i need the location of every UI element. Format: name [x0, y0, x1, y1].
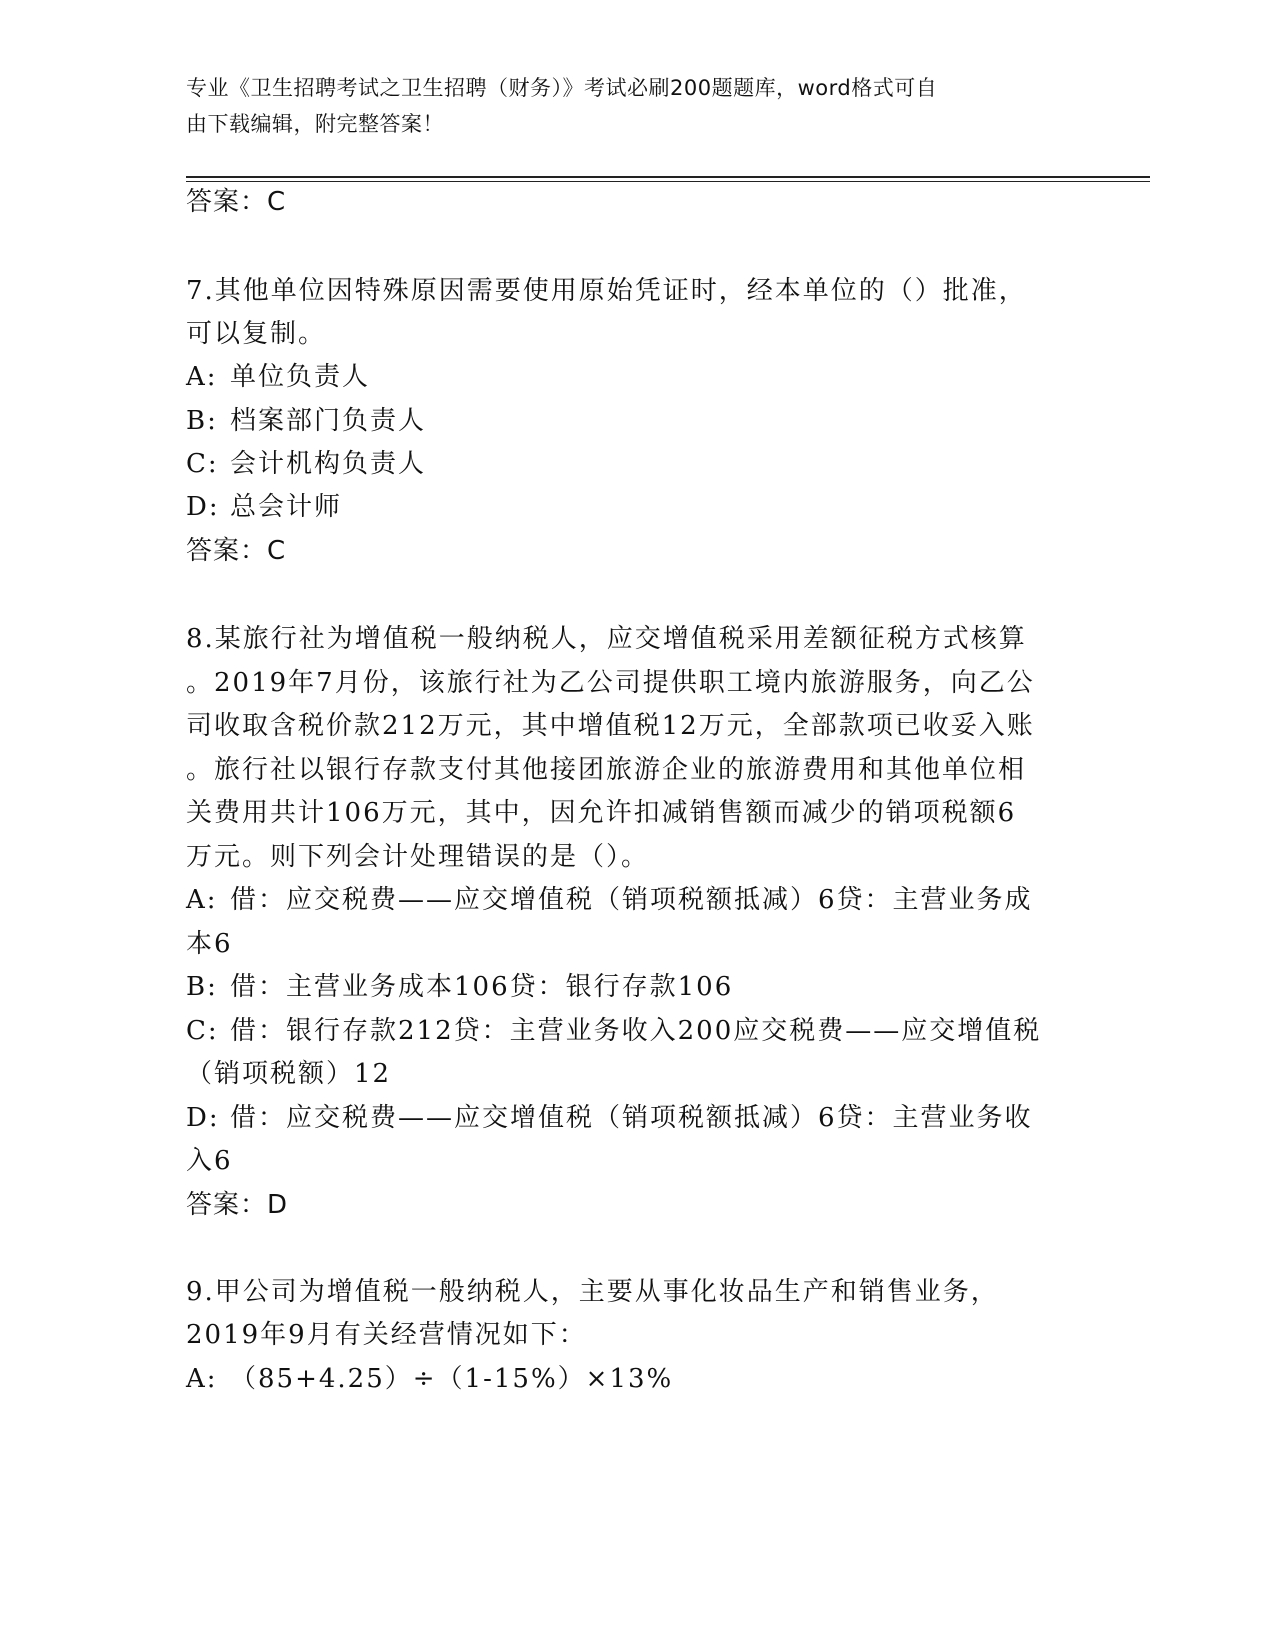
- q8-option-c: [186, 1016, 1041, 1046]
- option-text: 总会计师: [230, 492, 343, 522]
- option-text: 档案部门负责人: [230, 406, 427, 436]
- q8-stem-line-4: 。旅行社以银行存款支付其他接团旅游企业的旅游费用和其他单位相: [186, 755, 1027, 785]
- header-divider-thick: [186, 176, 1150, 178]
- q9-stem-line-2: 2019年9月有关经营情况如下：: [186, 1320, 587, 1350]
- q8-stem-line-1: 8.某旅行社为增值税一般纳税人，应交增值税采用差额征税方式核算: [186, 624, 1027, 654]
- q7-option-a: [186, 362, 370, 392]
- q8-stem-line-6: 万元。则下列会计处理错误的是（）。: [186, 842, 650, 872]
- option-letter: D:: [186, 492, 220, 522]
- q9-option-a: [186, 1364, 673, 1394]
- q7-option-b: [186, 406, 426, 436]
- option-letter: C:: [186, 1016, 219, 1046]
- option-letter: B:: [186, 972, 218, 1002]
- option-text: 借：应交税费——应交增值税（销项税额抵减）6贷：主营业务成: [230, 885, 1033, 915]
- q8-stem-line-5: 关费用共计106万元，其中，因允许扣减销售额而减少的销项税额6: [186, 798, 1017, 828]
- q9-stem-line-1: 9.甲公司为增值税一般纳税人，主要从事化妆品生产和销售业务，: [186, 1277, 999, 1307]
- q8-option-b: [186, 972, 733, 1002]
- option-letter: A:: [186, 362, 218, 392]
- option-letter: A:: [186, 1364, 218, 1394]
- option-letter: D:: [186, 1103, 220, 1133]
- q8-option-a-cont: 本6: [186, 929, 233, 959]
- option-text: 借：主营业务成本106贷：银行存款106: [230, 972, 734, 1002]
- q8-option-d: [186, 1103, 1033, 1133]
- option-letter: C:: [186, 449, 219, 479]
- q7-stem-line-2: 可以复制。: [186, 319, 327, 349]
- q8-option-a: [186, 885, 1033, 915]
- option-text: （85+4.25）÷（1-15%）×13%: [230, 1364, 674, 1394]
- q7-option-c: [186, 449, 426, 479]
- q8-option-d-cont: 入6: [186, 1146, 233, 1176]
- option-text: 借：银行存款212贷：主营业务收入200应交税费——应交增值税: [230, 1016, 1042, 1046]
- q7-option-d: [186, 492, 342, 522]
- option-text: 会计机构负责人: [230, 449, 427, 479]
- q8-stem-line-3: 司收取含税价款212万元，其中增值税12万元，全部款项已收妥入账: [186, 711, 1035, 741]
- q8-option-c-cont: （销项税额）12: [186, 1059, 392, 1089]
- option-text: 借：应交税费——应交增值税（销项税额抵减）6贷：主营业务收: [230, 1103, 1033, 1133]
- q7-stem-line-1: 7.其他单位因特殊原因需要使用原始凭证时，经本单位的（）批准，: [186, 276, 1027, 306]
- q8-answer: 答案：D: [186, 1190, 289, 1220]
- header-line-2: 由下载编辑，附完整答案！: [186, 112, 444, 136]
- option-letter: B:: [186, 406, 218, 436]
- document-header: [186, 70, 1086, 142]
- header-divider-thin: [186, 181, 1150, 182]
- header-line-1: 专业《卫生招聘考试之卫生招聘（财务）》考试必刷200题题库，word格式可自: [186, 76, 938, 100]
- q8-stem-line-2: 。2019年7月份，该旅行社为乙公司提供职工境内旅游服务，向乙公: [186, 668, 1035, 698]
- q7-answer: 答案：C: [186, 536, 287, 566]
- previous-answer: 答案：C: [186, 187, 287, 217]
- option-text: 单位负责人: [230, 362, 371, 392]
- option-letter: A:: [186, 885, 218, 915]
